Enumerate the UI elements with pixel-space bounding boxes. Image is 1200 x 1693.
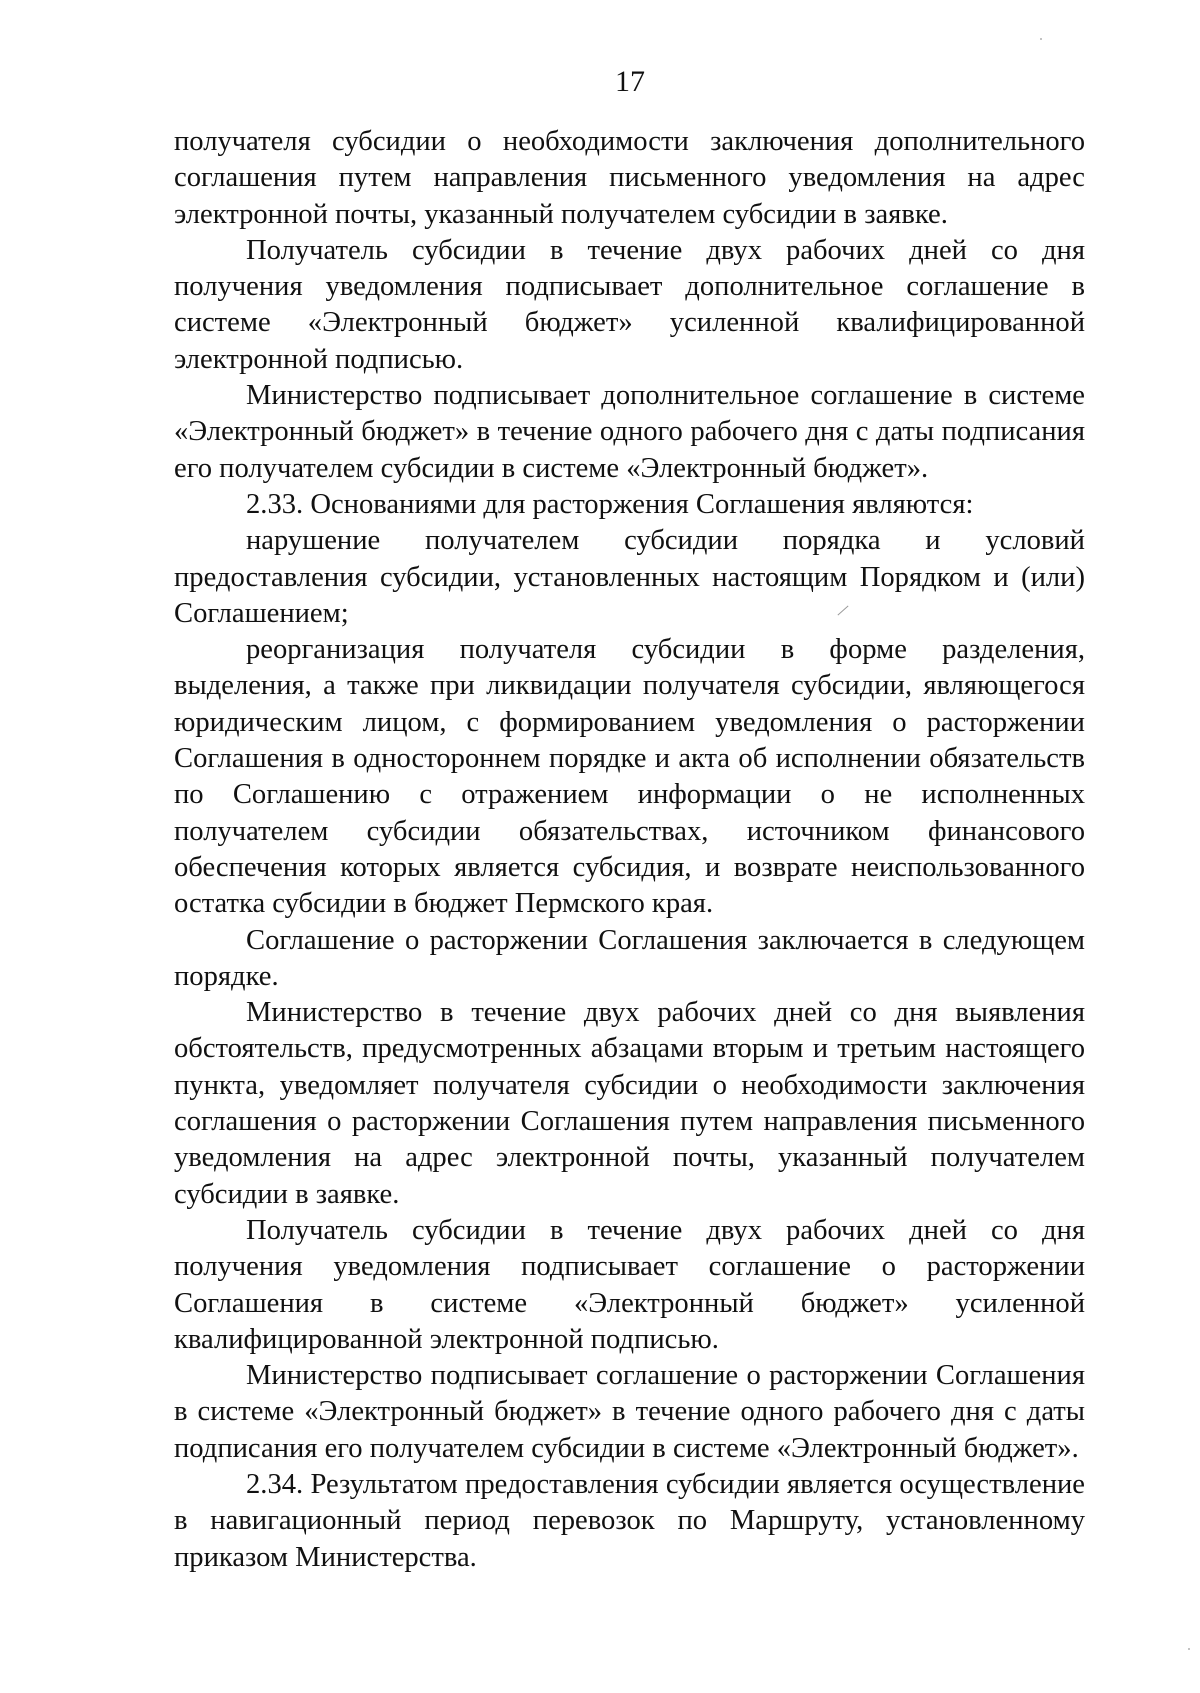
- paragraph: Министерство в течение двух рабочих дней со дня выявления обстоятельств, предусмотренных абзацами вторым и третьим настоящего пункта, уведомляет получателя субсидии о необходимости заключения соглашения о расторжении Соглашения путем направления письменного уведомления на адрес электронной почты, указанный получателем субсидии в заявке.: [174, 997, 1085, 1210]
- scan-artifact-dot: [1040, 38, 1042, 40]
- paragraph: Министерство подписывает дополнительное соглашение в системе «Электронный бюджет» в течение одного рабочего дня с даты подписания его получателем субсидии в системе «Электронный бюджет».: [174, 380, 1085, 484]
- clause-2-34: 2.34. Результатом предоставления субсидии является осуществление в навигационный период перевозок по Маршруту, установленному приказом Министерства.: [174, 1468, 1085, 1573]
- document-body: [174, 124, 1085, 1576]
- scan-artifact-dot: [1188, 1648, 1190, 1650]
- clause-heading-2-33: 2.33. Основаниями для расторжения Соглашения являются:: [246, 488, 974, 520]
- paragraph: нарушение получателем субсидии порядка и условий предоставления субсидии, установленных настоящим Порядком и (или) Соглашением;: [174, 525, 1085, 629]
- page-number: 17: [615, 65, 645, 98]
- paragraph: Получатель субсидии в течение двух рабочих дней со дня получения уведомления подписывает дополнительное соглашение в системе «Электронный бюджет» усиленной квалифицированной электронной подписью.: [174, 234, 1085, 375]
- paragraph: Соглашение о расторжении Соглашения заключается в следующем порядке.: [174, 924, 1085, 992]
- paragraph-continuation: получателя субсидии о необходимости заключения дополнительного соглашения путем направления письменного уведомления на адрес электронной почты, указанный получателем субсидии в заявке.: [174, 126, 1085, 230]
- paragraph: Получатель субсидии в течение двух рабочих дней со дня получения уведомления подписывает соглашение о расторжении Соглашения в системе «Электронный бюджет» усиленной квалифицированной электронной подписью.: [174, 1214, 1085, 1355]
- paragraph: Министерство подписывает соглашение о расторжении Соглашения в системе «Электронный бюджет» в течение одного рабочего дня с даты подписания его получателем субсидии в системе «Электронный бюджет».: [174, 1360, 1085, 1464]
- paragraph: реорганизация получателя субсидии в форме разделения, выделения, а также при ликвидации получателя субсидии, являющегося юридическим лицом, с формированием уведомления о расторжении Соглашения в одностороннем порядке и акта об исполнении обязательств по Соглашению с отражением информации о не исполненных получателем субсидии обязательствах, источником финансового обеспечения которых является субсидия, и возврате неиспользованного остатка субсидии в бюджет Пермского края.: [174, 634, 1085, 920]
